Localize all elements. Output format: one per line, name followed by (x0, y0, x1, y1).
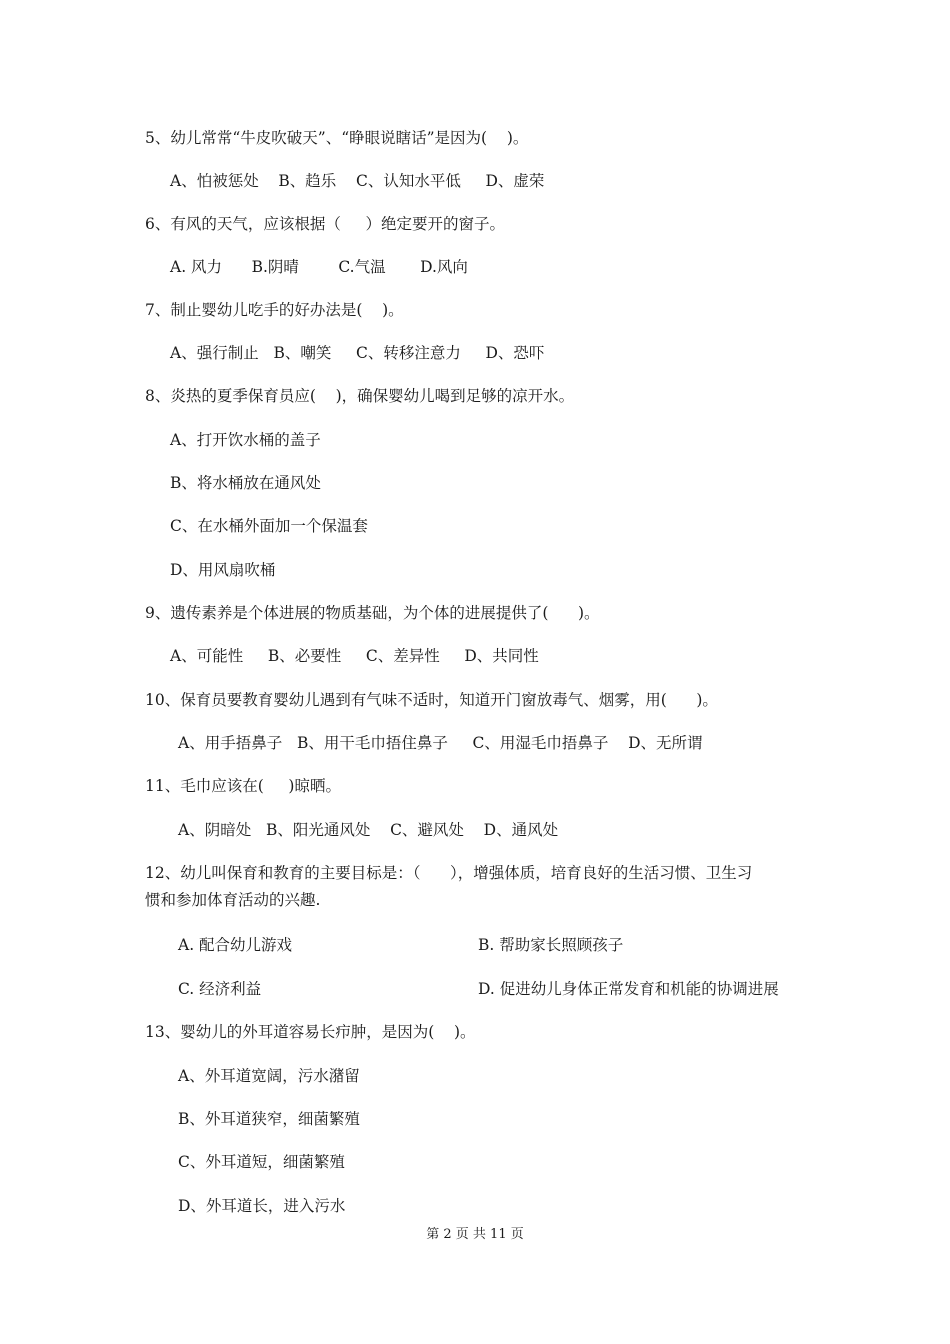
question-8-option-a: A、打开饮水桶的盖子 (170, 431, 321, 449)
question-8-option-b: B、将水桶放在通风处 (170, 474, 321, 492)
question-8-option-c: C、在水桶外面加一个保温套 (170, 517, 368, 535)
question-12-option-c: C. 经济利益 (178, 980, 262, 998)
question-12-option-a: A. 配合幼儿游戏 (178, 936, 293, 954)
question-6-options: A. 风力 B.阴晴 C.气温 D.风向 (170, 258, 468, 276)
question-12-stem-line-1: 12、幼儿叫保育和教育的主要目标是：（ ），增强体质，培育良好的生活习惯、卫生习 (145, 864, 753, 882)
question-13-option-b: B、外耳道狭窄，细菌繁殖 (178, 1110, 360, 1128)
question-9-options: A、可能性 B、必要性 C、差异性 D、共同性 (170, 647, 539, 665)
question-12-stem-line-2: 惯和参加体育活动的兴趣. (145, 891, 321, 909)
question-9-stem: 9、遗传素养是个体进展的物质基础，为个体的进展提供了( )。 (145, 604, 600, 622)
question-7-stem: 7、制止婴幼儿吃手的好办法是( )。 (145, 301, 404, 319)
question-13-option-c: C、外耳道短，细菌繁殖 (178, 1153, 345, 1171)
question-5-options: A、怕被惩处 B、趋乐 C、认知水平低 D、虚荣 (170, 172, 545, 190)
question-13-option-a: A、外耳道宽阔，污水潴留 (178, 1067, 360, 1085)
question-11-stem: 11、毛巾应该在( )晾晒。 (145, 777, 341, 795)
question-6-stem: 6、有风的天气，应该根据（ ）绝定要开的窗子。 (145, 215, 505, 233)
question-10-stem: 10、保育员要教育婴幼儿遇到有气味不适时，知道开门窗放毒气、烟雾，用( )。 (145, 691, 718, 709)
question-5-stem: 5、幼儿常常“牛皮吹破天”、“睁眼说瞎话”是因为( )。 (145, 129, 529, 147)
question-11-options: A、阴暗处 B、阳光通风处 C、避风处 D、通风处 (178, 821, 559, 839)
question-10-options: A、用手捂鼻子 B、用干毛巾捂住鼻子 C、用湿毛巾捂鼻子 D、无所谓 (178, 734, 703, 752)
question-8-stem: 8、炎热的夏季保育员应( )，确保婴幼儿喝到足够的凉开水。 (145, 387, 575, 405)
question-12-option-b: B. 帮助家长照顾孩子 (478, 936, 624, 954)
question-7-options: A、强行制止 B、嘲笑 C、转移注意力 D、恐吓 (170, 344, 545, 362)
question-13-option-d: D、外耳道长，进入污水 (178, 1197, 346, 1215)
question-12-option-d: D. 促进幼儿身体正常发育和机能的协调进展 (478, 980, 779, 998)
question-13-stem: 13、婴幼儿的外耳道容易长疖肿，是因为( )。 (145, 1023, 476, 1041)
question-8-option-d: D、用风扇吹桶 (170, 561, 276, 579)
page-footer: 第 2 页 共 11 页 (426, 1227, 524, 1242)
